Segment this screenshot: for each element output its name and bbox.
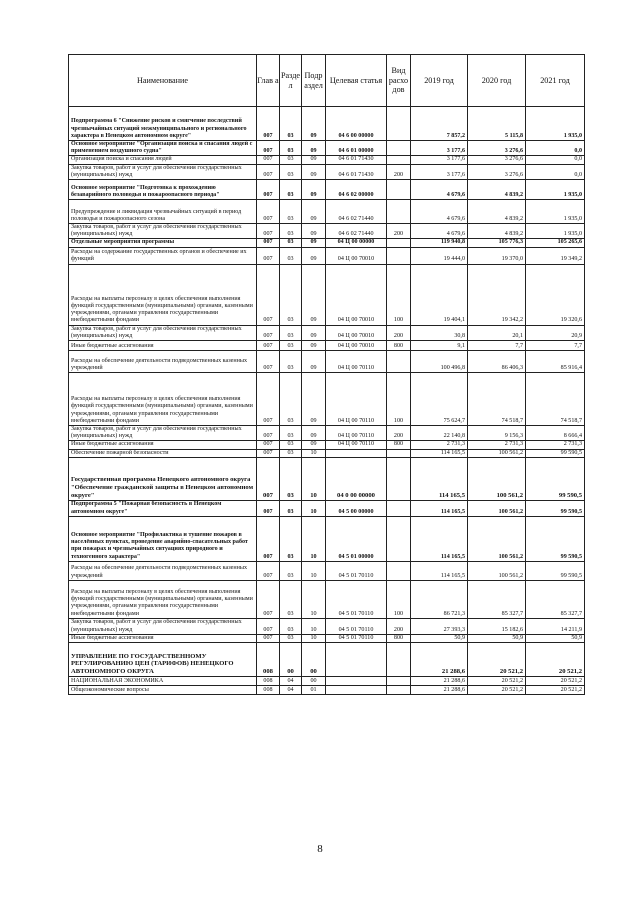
table-row — [69, 677, 585, 686]
table-cell-y2021: 74 518,7 — [526, 373, 585, 426]
table-cell-pr: 01 — [302, 686, 326, 695]
table-cell-y2019: 119 940,8 — [411, 239, 468, 247]
table-cell-pr: 09 — [302, 441, 326, 449]
table-cell-rz: 04 — [280, 686, 302, 695]
table-cell-rz: 03 — [280, 180, 302, 200]
table-cell-y2019: 4 679,6 — [411, 200, 468, 224]
table-cell-y2019: 114 165,5 — [411, 457, 468, 500]
table-cell-y2020: 20,1 — [468, 325, 526, 340]
table-cell-y2021: 50,9 — [526, 634, 585, 642]
table-cell-vr — [387, 500, 411, 516]
table-cell-pr: 09 — [302, 156, 326, 164]
table-cell-g: 008 — [257, 643, 280, 677]
table-cell-cs: 04 Ц 00 70010 — [326, 264, 387, 325]
table-cell-y2020: 3 276,6 — [468, 164, 526, 179]
table-cell-y2021: 20 521,2 — [526, 677, 585, 686]
table-cell-rz: 03 — [280, 341, 302, 351]
table-cell-rz: 03 — [280, 457, 302, 500]
table-cell-cs: 04 6 02 71440 — [326, 200, 387, 224]
table-cell-y2021: 0,0 — [526, 141, 585, 156]
header-cell: Вид расхо дов — [387, 55, 411, 107]
table-cell-y2020: 2 731,3 — [468, 441, 526, 449]
table-cell-vr: 200 — [387, 426, 411, 441]
table-cell-g: 007 — [257, 141, 280, 156]
table-cell-rz: 03 — [280, 239, 302, 247]
table-cell-g: 007 — [257, 426, 280, 441]
table-cell-pr: 09 — [302, 341, 326, 351]
table-cell-name: Общеэкономические вопросы — [69, 686, 257, 695]
table-cell-rz: 03 — [280, 580, 302, 618]
table-cell-y2020: 100 561,2 — [468, 449, 526, 457]
table-cell-pr: 00 — [302, 643, 326, 677]
table-cell-y2021: 0,0 — [526, 156, 585, 164]
table-row — [69, 156, 585, 164]
table-cell-y2019: 75 624,7 — [411, 373, 468, 426]
table-cell-vr: 800 — [387, 341, 411, 351]
table-body — [69, 107, 585, 695]
table-cell-pr: 09 — [302, 373, 326, 426]
header-cell: 2020 год — [468, 55, 526, 107]
table-cell-cs: 04 Ц 00 70010 — [326, 325, 387, 340]
table-cell-rz: 03 — [280, 500, 302, 516]
table-cell-g: 007 — [257, 164, 280, 179]
table-cell-vr: 100 — [387, 264, 411, 325]
table-cell-vr — [387, 677, 411, 686]
table-row — [69, 580, 585, 618]
header-cell: Наименование — [69, 55, 257, 107]
table-cell-y2020: 5 115,8 — [468, 107, 526, 141]
table-cell-g: 007 — [257, 457, 280, 500]
table-cell-g: 007 — [257, 618, 280, 634]
table-cell-name: УПРАВЛЕНИЕ ПО ГОСУДАРСТВЕННОМУ РЕГУЛИРОВАНИЮ ЦЕН (ТАРИФОВ) НЕНЕЦКОГО АВТОНОМНОГО ОКРУГА — [69, 643, 257, 677]
table-cell-g: 007 — [257, 373, 280, 426]
table-cell-cs: 04 5 01 70110 — [326, 618, 387, 634]
header-cell: 2019 год — [411, 55, 468, 107]
table-row — [69, 500, 585, 516]
table-cell-y2021: 20 521,2 — [526, 686, 585, 695]
table-cell-y2020: 20 521,2 — [468, 686, 526, 695]
table-cell-vr: 100 — [387, 373, 411, 426]
table-cell-pr: 09 — [302, 224, 326, 239]
table-cell-pr: 09 — [302, 200, 326, 224]
table-cell-vr — [387, 643, 411, 677]
table-cell-cs — [326, 449, 387, 457]
table-cell-pr: 10 — [302, 634, 326, 642]
table-cell-pr: 10 — [302, 580, 326, 618]
table-cell-cs — [326, 643, 387, 677]
table-cell-cs: 04 Ц 00 70010 — [326, 341, 387, 351]
table-cell-vr — [387, 686, 411, 695]
table-cell-vr — [387, 247, 411, 264]
table-cell-name: Закупка товаров, работ и услуг для обеспечения государственных (муниципальных) нужд — [69, 164, 257, 179]
table-cell-y2021: 1 935,0 — [526, 200, 585, 224]
table-cell-cs: 04 5 00 00000 — [326, 500, 387, 516]
table-cell-g: 007 — [257, 516, 280, 561]
table-cell-y2020: 20 521,2 — [468, 643, 526, 677]
table-cell-g: 007 — [257, 500, 280, 516]
table-cell-y2020: 85 327,7 — [468, 580, 526, 618]
table-cell-g: 007 — [257, 239, 280, 247]
table-row — [69, 441, 585, 449]
table-cell-y2021: 99 590,5 — [526, 500, 585, 516]
table-cell-y2020: 7,7 — [468, 341, 526, 351]
table-cell-g: 007 — [257, 200, 280, 224]
table-cell-pr: 10 — [302, 457, 326, 500]
table-cell-y2019: 2 731,3 — [411, 441, 468, 449]
header-cell: Подр аздел — [302, 55, 326, 107]
table-cell-name: Обеспечение пожарной безопасности — [69, 449, 257, 457]
table-cell-vr: 100 — [387, 580, 411, 618]
table-cell-y2021: 20,9 — [526, 325, 585, 340]
table-cell-y2019: 21 288,6 — [411, 643, 468, 677]
table-cell-rz: 03 — [280, 426, 302, 441]
table-cell-y2021: 1 935,0 — [526, 107, 585, 141]
table-cell-name: Подпрограмма 6 "Снижение рисков и смягчение последствий чрезвычайных ситуаций межмуниципального и регионального характера в Ненецком автономном округе" — [69, 107, 257, 141]
table-cell-g: 008 — [257, 686, 280, 695]
table-cell-rz: 03 — [280, 441, 302, 449]
table-cell-g: 007 — [257, 247, 280, 264]
table-cell-name: Государственная программа Ненецкого автономного округа "Обеспечение гражданской защиты в Ненецком автономном округе" — [69, 457, 257, 500]
table-cell-g: 007 — [257, 561, 280, 580]
table-cell-y2019: 21 288,6 — [411, 686, 468, 695]
table-cell-pr: 09 — [302, 247, 326, 264]
table-cell-pr: 09 — [302, 141, 326, 156]
table-row — [69, 561, 585, 580]
table-cell-y2019: 3 177,6 — [411, 141, 468, 156]
table-cell-y2019: 4 679,6 — [411, 224, 468, 239]
table-cell-name: Закупка товаров, работ и услуг для обеспечения государственных (муниципальных) нужд — [69, 618, 257, 634]
table-cell-y2019: 114 165,5 — [411, 516, 468, 561]
table-cell-vr — [387, 156, 411, 164]
table-row — [69, 449, 585, 457]
table-row — [69, 264, 585, 325]
table-cell-cs: 04 Ц 00 70110 — [326, 441, 387, 449]
table-cell-rz: 03 — [280, 325, 302, 340]
table-row — [69, 373, 585, 426]
table-cell-cs: 04 6 01 71430 — [326, 164, 387, 179]
table-cell-vr: 200 — [387, 618, 411, 634]
table-cell-cs: 04 Ц 00 70110 — [326, 426, 387, 441]
table-cell-y2019: 9,1 — [411, 341, 468, 351]
table-cell-y2021: 99 590,5 — [526, 457, 585, 500]
table-cell-cs: 04 5 01 70110 — [326, 580, 387, 618]
table-cell-y2021: 1 935,0 — [526, 224, 585, 239]
table-cell-cs: 04 6 02 00000 — [326, 180, 387, 200]
table-cell-cs: 04 Ц 00 70010 — [326, 247, 387, 264]
table-cell-cs: 04 6 02 71440 — [326, 224, 387, 239]
table-cell-cs — [326, 677, 387, 686]
table-cell-y2019: 3 177,6 — [411, 164, 468, 179]
table-cell-name: Расходы на выплаты персоналу в целях обеспечения выполнения функций государственными (муниципальными) органами, казенными учреждениями, органами управления государственными внебюджетными фондами — [69, 373, 257, 426]
table-cell-g: 008 — [257, 677, 280, 686]
table-cell-y2019: 114 165,5 — [411, 500, 468, 516]
table-cell-y2019: 50,9 — [411, 634, 468, 642]
table-cell-name: Организация поиска и спасания людей — [69, 156, 257, 164]
table-cell-g: 007 — [257, 351, 280, 373]
table-cell-y2020: 4 839,2 — [468, 180, 526, 200]
table-row — [69, 164, 585, 179]
table-cell-pr: 10 — [302, 516, 326, 561]
table-cell-cs: 04 Ц 00 00000 — [326, 239, 387, 247]
table-cell-vr — [387, 239, 411, 247]
table-cell-pr: 10 — [302, 618, 326, 634]
table-cell-y2019: 19 404,1 — [411, 264, 468, 325]
table-cell-vr: 200 — [387, 224, 411, 239]
budget-table — [68, 54, 585, 695]
table-row — [69, 224, 585, 239]
table-cell-pr: 09 — [302, 107, 326, 141]
table-cell-rz: 03 — [280, 247, 302, 264]
table-cell-g: 007 — [257, 441, 280, 449]
table-cell-pr: 09 — [302, 180, 326, 200]
table-cell-pr: 09 — [302, 351, 326, 373]
table-cell-cs: 04 6 00 00000 — [326, 107, 387, 141]
table-cell-name: Основное мероприятие "Подготовка к прохождению безаварийного половодья и пожароопасного периода" — [69, 180, 257, 200]
table-cell-rz: 03 — [280, 373, 302, 426]
table-cell-rz: 03 — [280, 618, 302, 634]
table-cell-y2020: 50,9 — [468, 634, 526, 642]
table-cell-name: Иные бюджетные ассигнования — [69, 634, 257, 642]
budget-table-sheet — [68, 54, 584, 695]
table-cell-g: 007 — [257, 180, 280, 200]
table-cell-cs: 04 6 01 00000 — [326, 141, 387, 156]
table-cell-y2021: 14 211,9 — [526, 618, 585, 634]
table-cell-rz: 03 — [280, 351, 302, 373]
table-cell-name: Основное мероприятие "Организация поиска и спасания людей с применением воздушного судна" — [69, 141, 257, 156]
table-cell-y2020: 19 370,0 — [468, 247, 526, 264]
table-cell-name: Закупка товаров, работ и услуг для обеспечения государственных (муниципальных) нужд — [69, 426, 257, 441]
table-cell-y2019: 22 140,8 — [411, 426, 468, 441]
table-cell-name: Расходы на выплаты персоналу в целях обеспечения выполнения функций государственными (муниципальными) органами, казенными учреждениями, органами управления государственными внебюджетными фондами — [69, 264, 257, 325]
table-cell-pr: 10 — [302, 500, 326, 516]
table-cell-y2020: 3 276,6 — [468, 156, 526, 164]
table-cell-cs: 04 6 01 71430 — [326, 156, 387, 164]
table-cell-vr — [387, 200, 411, 224]
table-cell-y2019: 86 721,3 — [411, 580, 468, 618]
table-cell-rz: 03 — [280, 164, 302, 179]
table-row — [69, 686, 585, 695]
table-cell-y2020: 100 561,2 — [468, 516, 526, 561]
table-cell-pr: 09 — [302, 426, 326, 441]
table-row — [69, 239, 585, 247]
table-cell-name: Подпрограмма 5 "Пожарная безопасность в Ненецком автономном округе" — [69, 500, 257, 516]
table-cell-vr — [387, 561, 411, 580]
table-cell-vr: 800 — [387, 634, 411, 642]
table-cell-rz: 03 — [280, 449, 302, 457]
table-cell-y2021: 99 590,5 — [526, 449, 585, 457]
table-cell-y2021: 20 521,2 — [526, 643, 585, 677]
table-cell-g: 007 — [257, 107, 280, 141]
table-cell-rz: 04 — [280, 677, 302, 686]
table-cell-y2020: 100 561,2 — [468, 561, 526, 580]
table-cell-y2019: 100 496,8 — [411, 351, 468, 373]
table-cell-g: 007 — [257, 580, 280, 618]
table-cell-y2020: 4 839,2 — [468, 200, 526, 224]
header-cell: Разде л — [280, 55, 302, 107]
table-cell-vr — [387, 180, 411, 200]
table-cell-rz: 03 — [280, 200, 302, 224]
table-cell-y2020: 3 276,6 — [468, 141, 526, 156]
table-cell-y2020: 86 406,3 — [468, 351, 526, 373]
table-cell-rz: 00 — [280, 643, 302, 677]
table-cell-y2020: 15 182,6 — [468, 618, 526, 634]
table-cell-y2019: 30,8 — [411, 325, 468, 340]
table-cell-y2021: 85 327,7 — [526, 580, 585, 618]
table-cell-rz: 03 — [280, 561, 302, 580]
table-cell-cs: 04 Ц 00 70110 — [326, 373, 387, 426]
table-cell-y2019: 27 393,3 — [411, 618, 468, 634]
table-cell-g: 007 — [257, 156, 280, 164]
table-cell-y2020: 20 521,2 — [468, 677, 526, 686]
table-cell-y2020: 19 342,2 — [468, 264, 526, 325]
table-cell-g: 007 — [257, 449, 280, 457]
table-row — [69, 457, 585, 500]
page-number: 8 — [317, 843, 323, 855]
table-cell-rz: 03 — [280, 264, 302, 325]
table-cell-y2021: 7,7 — [526, 341, 585, 351]
table-cell-y2021: 1 935,0 — [526, 180, 585, 200]
table-cell-rz: 03 — [280, 141, 302, 156]
table-cell-name: Отдельные мероприятия программы — [69, 239, 257, 247]
table-cell-y2020: 9 156,3 — [468, 426, 526, 441]
table-cell-name: Расходы на обеспечение деятельности подведомственных казенных учреждений — [69, 561, 257, 580]
table-cell-vr: 200 — [387, 325, 411, 340]
table-cell-vr — [387, 107, 411, 141]
table-cell-y2019: 19 444,0 — [411, 247, 468, 264]
table-cell-vr — [387, 516, 411, 561]
table-cell-pr: 09 — [302, 164, 326, 179]
table-row — [69, 200, 585, 224]
table-cell-cs: 04 0 00 00000 — [326, 457, 387, 500]
table-cell-g: 007 — [257, 341, 280, 351]
table-cell-g: 007 — [257, 634, 280, 642]
table-cell-y2021: 0,0 — [526, 164, 585, 179]
table-cell-g: 007 — [257, 325, 280, 340]
table-cell-rz: 03 — [280, 634, 302, 642]
table-row — [69, 643, 585, 677]
table-cell-name: Расходы на обеспечение деятельности подведомственных казенных учреждений — [69, 351, 257, 373]
table-cell-name: Иные бюджетные ассигнования — [69, 341, 257, 351]
table-row — [69, 634, 585, 642]
table-cell-y2020: 100 561,2 — [468, 457, 526, 500]
table-cell-y2020: 4 839,2 — [468, 224, 526, 239]
table-cell-y2021: 99 590,5 — [526, 561, 585, 580]
table-cell-cs: 04 5 01 70110 — [326, 634, 387, 642]
table-cell-pr: 10 — [302, 561, 326, 580]
table-cell-y2021: 99 590,5 — [526, 516, 585, 561]
table-cell-vr: 800 — [387, 441, 411, 449]
table-row — [69, 341, 585, 351]
table-cell-pr: 00 — [302, 677, 326, 686]
table-cell-y2019: 21 288,6 — [411, 677, 468, 686]
table-row — [69, 247, 585, 264]
table-cell-name: Иные бюджетные ассигнования — [69, 441, 257, 449]
table-cell-name: Закупка товаров, работ и услуг для обеспечения государственных (муниципальных) нужд — [69, 224, 257, 239]
table-cell-vr — [387, 457, 411, 500]
table-cell-rz: 03 — [280, 516, 302, 561]
table-cell-rz: 03 — [280, 156, 302, 164]
table-cell-y2021: 105 265,6 — [526, 239, 585, 247]
table-cell-cs: 04 5 01 70110 — [326, 561, 387, 580]
table-cell-cs: 04 Ц 00 70110 — [326, 351, 387, 373]
table-cell-rz: 03 — [280, 224, 302, 239]
table-cell-pr: 09 — [302, 264, 326, 325]
table-cell-name: Предупреждение и ликвидация чрезвычайных ситуаций в период половодья и пожароопасного сезона — [69, 200, 257, 224]
table-cell-name: Расходы на содержание государственных органов и обеспечение их функций — [69, 247, 257, 264]
table-row — [69, 618, 585, 634]
table-cell-y2019: 114 165,5 — [411, 561, 468, 580]
table-cell-vr — [387, 141, 411, 156]
table-cell-cs: 04 5 01 00000 — [326, 516, 387, 561]
table-cell-y2019: 3 177,6 — [411, 156, 468, 164]
table-cell-y2021: 8 666,4 — [526, 426, 585, 441]
table-cell-pr: 10 — [302, 449, 326, 457]
table-cell-g: 007 — [257, 264, 280, 325]
table-cell-name: Расходы на выплаты персоналу в целях обеспечения выполнения функций государственными (муниципальными) органами, казенными учреждениями, органами управления государственными внебюджетными фондами — [69, 580, 257, 618]
table-cell-rz: 03 — [280, 107, 302, 141]
table-row — [69, 107, 585, 141]
table-cell-name: НАЦИОНАЛЬНАЯ ЭКОНОМИКА — [69, 677, 257, 686]
table-cell-vr: 200 — [387, 164, 411, 179]
table-cell-vr — [387, 449, 411, 457]
table-cell-pr: 09 — [302, 239, 326, 247]
table-cell-y2021: 85 916,4 — [526, 351, 585, 373]
table-cell-vr — [387, 351, 411, 373]
table-cell-name: Закупка товаров, работ и услуг для обеспечения государственных (муниципальных) нужд — [69, 325, 257, 340]
table-row — [69, 180, 585, 200]
header-cell: 2021 год — [526, 55, 585, 107]
table-cell-g: 007 — [257, 224, 280, 239]
table-cell-y2021: 19 349,2 — [526, 247, 585, 264]
table-cell-y2021: 2 731,3 — [526, 441, 585, 449]
table-cell-pr: 09 — [302, 325, 326, 340]
table-cell-y2020: 74 518,7 — [468, 373, 526, 426]
table-cell-y2019: 7 857,2 — [411, 107, 468, 141]
table-row — [69, 325, 585, 340]
header-cell: Целевая статья — [326, 55, 387, 107]
table-cell-name: Основное мероприятие "Профилактика и тушение пожаров в населённых пунктах, проведение аварийно-спасательных работ при пожарах и чрезвычайных ситуациях природного и техногенного характера" — [69, 516, 257, 561]
table-cell-y2021: 19 320,6 — [526, 264, 585, 325]
table-row — [69, 516, 585, 561]
table-cell-cs — [326, 686, 387, 695]
table-row — [69, 351, 585, 373]
table-cell-y2020: 105 776,3 — [468, 239, 526, 247]
table-row — [69, 141, 585, 156]
table-header-row — [69, 55, 585, 107]
table-cell-y2019: 114 165,5 — [411, 449, 468, 457]
table-cell-y2019: 4 679,6 — [411, 180, 468, 200]
table-cell-y2020: 100 561,2 — [468, 500, 526, 516]
header-cell: Глав а — [257, 55, 280, 107]
table-row — [69, 426, 585, 441]
